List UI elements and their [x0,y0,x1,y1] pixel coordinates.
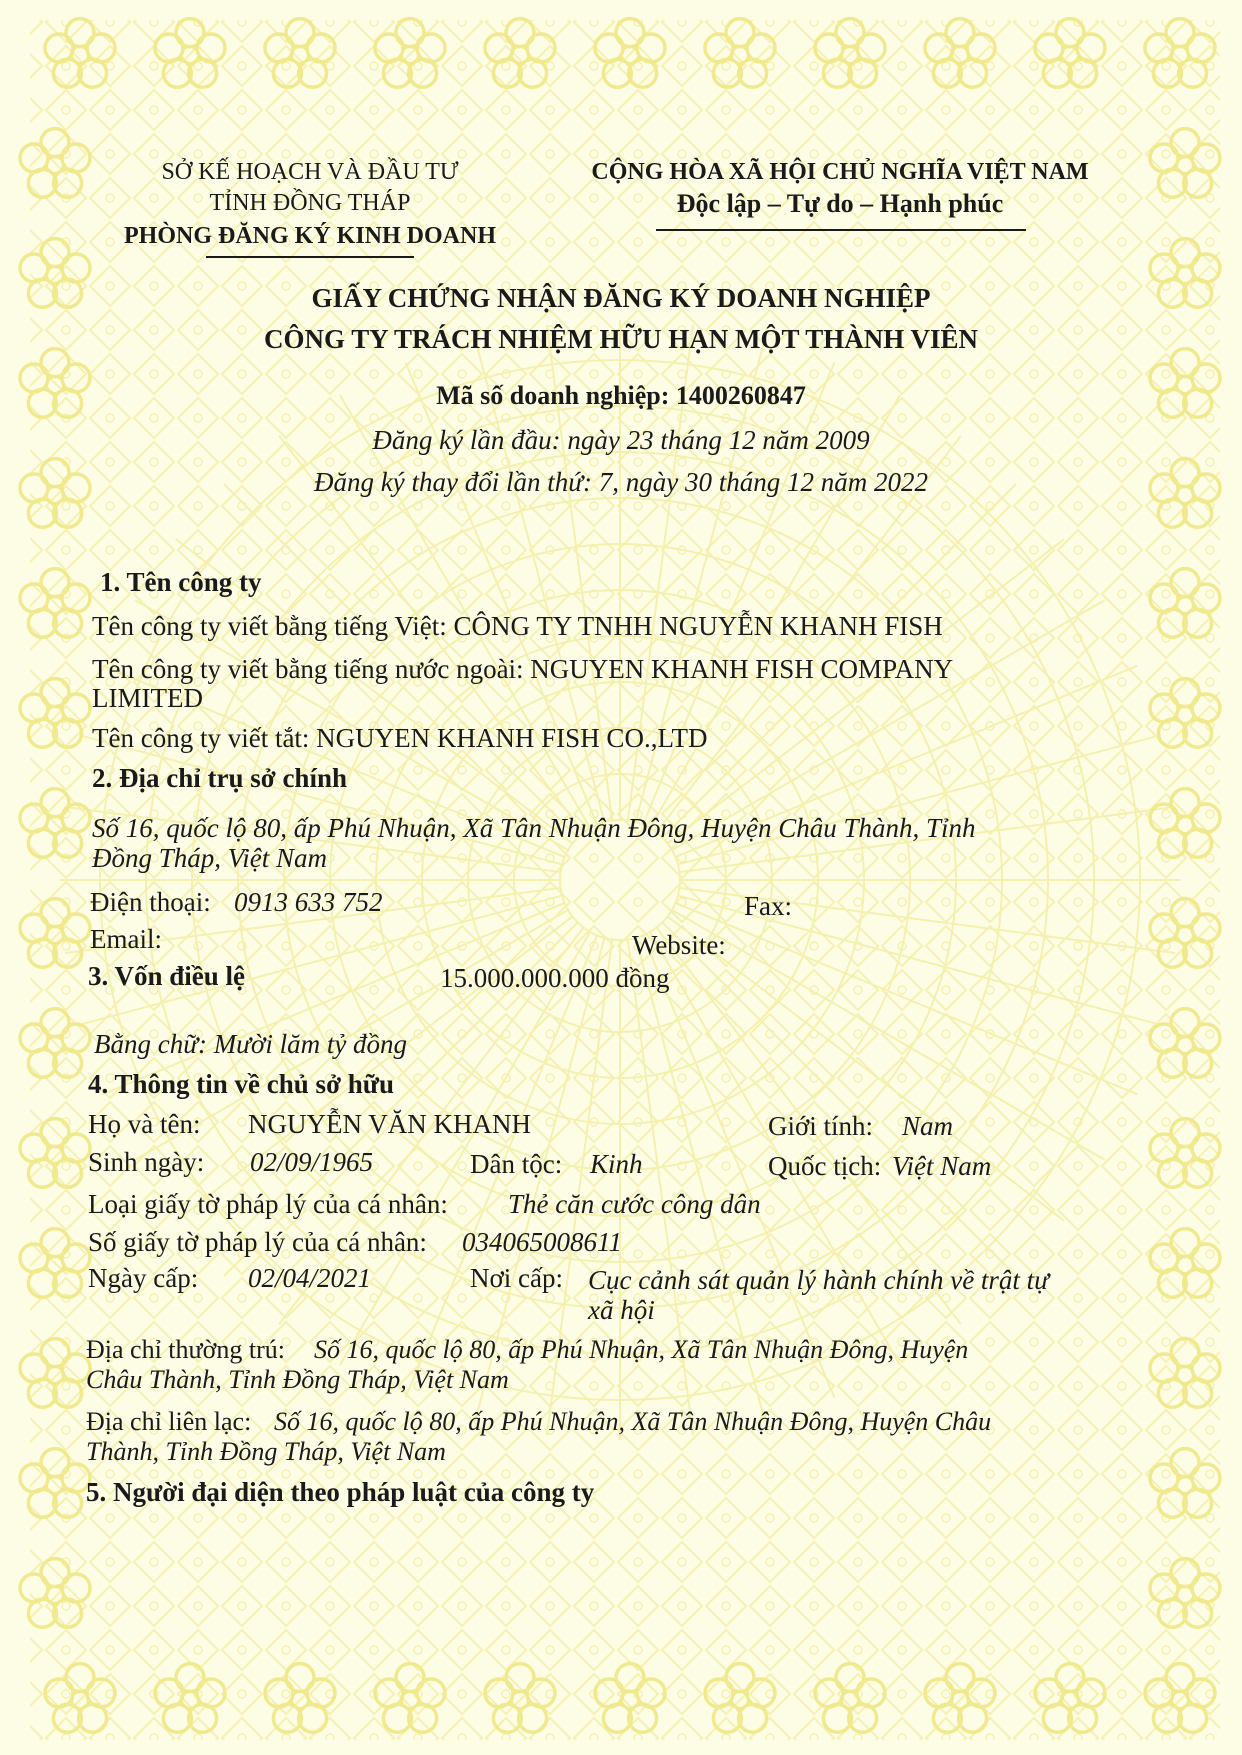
ethnicity-value: Kinh [590,1149,643,1179]
charter-capital-in-words: Bằng chữ: Mười lăm tỷ đồng [94,1029,408,1059]
issuer-department: SỞ KẾ HOẠCH VÀ ĐẦU TƯ [161,159,459,185]
company-short-name: Tên công ty viết tắt: NGUYEN KHANH FISH CO.,LTD [92,723,708,753]
id-number-label: Số giấy tờ pháp lý của cá nhân: [88,1227,427,1257]
issue-place-value-cont: xã hội [588,1295,655,1325]
head-office-address-cont: Đồng Tháp, Việt Nam [92,843,327,873]
website-label: Website: [632,930,726,960]
gender-label: Giới tính: [768,1111,874,1141]
business-code: Mã số doanh nghiệp: 1400260847 [436,381,806,410]
id-number-value: 034065008611 [462,1227,622,1257]
national-motto: Độc lập – Tự do – Hạnh phúc [676,189,1004,218]
email-label: Email: [90,924,162,954]
company-name-foreign-cont: LIMITED [92,683,203,713]
issue-place-value: Cục cảnh sát quản lý hành chính về trật tự [588,1265,1049,1295]
permanent-address-value: Số 16, quốc lộ 80, ấp Phú Nhuận, Xã Tân Nhuận Đông, Huyện [314,1335,969,1364]
national-title: CỘNG HÒA XÃ HỘI CHỦ NGHĨA VIỆT NAM [591,159,1089,185]
section4-heading: 4. Thông tin về chủ sở hữu [88,1069,395,1099]
ethnicity-label: Dân tộc: [470,1149,563,1179]
issue-place-label: Nơi cấp: [470,1263,563,1293]
id-type-label: Loại giấy tờ pháp lý của cá nhân: [88,1189,448,1219]
company-type-title: CÔNG TY TRÁCH NHIỆM HỮU HẠN MỘT THÀNH VIÊN [263,324,979,354]
id-type-value: Thẻ căn cước công dân [508,1189,761,1219]
company-name-foreign: Tên công ty viết bằng tiếng nước ngoài: NGUYEN KHANH FISH COMPANY [92,654,954,684]
dob-label: Sinh ngày: [88,1147,205,1177]
contact-address-value-cont: Thành, Tỉnh Đồng Tháp, Việt Nam [86,1437,446,1466]
certificate-title: GIẤY CHỨNG NHẬN ĐĂNG KÝ DOANH NGHIỆP [311,283,931,313]
section5-heading: 5. Người đại diện theo pháp luật của công ty [86,1477,595,1507]
contact-address-label: Địa chỉ liên lạc: [86,1407,252,1436]
issuer-underline [206,256,414,258]
permanent-address-label: Địa chỉ thường trú: [86,1335,285,1364]
motto-underline [656,229,1026,231]
permanent-address-value-cont: Châu Thành, Tỉnh Đồng Tháp, Việt Nam [86,1365,509,1394]
first-registration-date: Đăng ký lần đầu: ngày 23 tháng 12 năm 2009 [372,425,870,455]
issue-date-value: 02/04/2021 [248,1263,372,1293]
issuer-province: TỈNH ĐỒNG THÁP [209,190,411,216]
head-office-address: Số 16, quốc lộ 80, ấp Phú Nhuận, Xã Tân Nhuận Đông, Huyện Châu Thành, Tỉnh [92,813,976,843]
nationality-label: Quốc tịch: [768,1151,882,1181]
section1-heading: 1. Tên công ty [100,567,262,597]
dob-value: 02/09/1965 [250,1147,374,1177]
company-name-vietnamese: Tên công ty viết bằng tiếng Việt: CÔNG TY TNHH NGUYỄN KHANH FISH [92,611,943,641]
gender-value: Nam [902,1111,954,1141]
contact-address-value: Số 16, quốc lộ 80, ấp Phú Nhuận, Xã Tân Nhuận Đông, Huyện Châu [274,1407,992,1436]
fax-label: Fax: [744,891,793,921]
issuer-office: PHÒNG ĐĂNG KÝ KINH DOANH [124,223,496,249]
issue-date-label: Ngày cấp: [88,1263,199,1293]
phone-label: Điện thoại: [90,887,211,917]
owner-name-value: NGUYỄN VĂN KHANH [248,1109,531,1139]
nationality-value: Việt Nam [892,1151,992,1181]
owner-name-label: Họ và tên: [88,1109,201,1139]
section2-heading: 2. Địa chỉ trụ sở chính [92,763,347,793]
charter-capital-amount: 15.000.000.000 đồng [440,963,670,993]
section3-heading: 3. Vốn điều lệ [88,961,246,991]
phone-value: 0913 633 752 [234,887,383,917]
change-registration-date: Đăng ký thay đổi lần thứ: 7, ngày 30 tháng 12 năm 2022 [314,467,928,497]
